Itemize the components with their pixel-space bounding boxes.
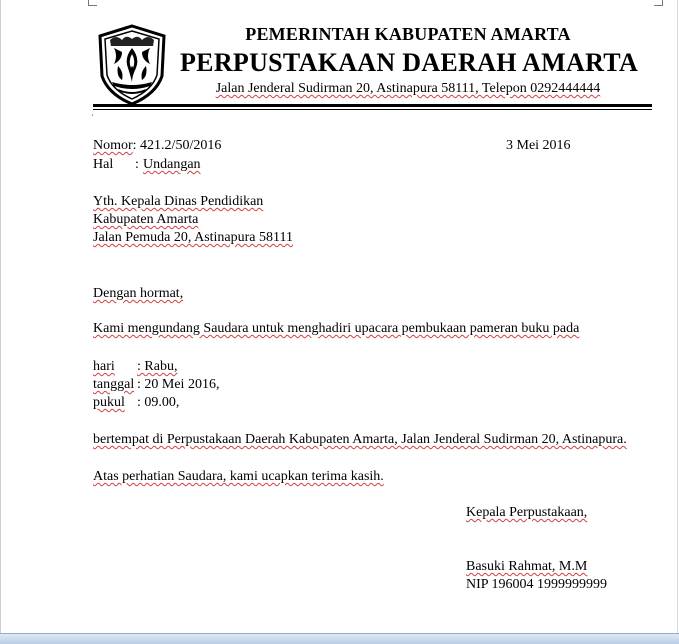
detail-value: : 20 Mei 2016,: [137, 377, 220, 392]
letterhead-address: Jalan Jenderal Sudirman 20, Astinapura 58111, Telepon 0292444444: [215, 81, 601, 96]
paragraph-mark: ,: [92, 111, 94, 117]
signature-nip: NIP 196004 1999999999: [466, 577, 608, 592]
margin-corner-mark-right: [654, 0, 663, 6]
letterhead-government-name: PEMERINTAH KABUPATEN AMARTA: [245, 24, 571, 44]
letter-number: [93, 137, 221, 155]
window-bottom-scrollbar[interactable]: [0, 633, 679, 644]
regional-emblem-icon: [96, 24, 168, 106]
recipient-line: Kabupaten Amarta: [93, 212, 199, 227]
signature-title: Kepala Perpustakaan,: [466, 505, 588, 520]
letter-number-value: : 421.2/50/2016: [132, 138, 222, 153]
recipient-line: Jalan Pemuda 20, Astinapura 58111: [93, 230, 293, 245]
letter-subject-value: Undangan: [143, 157, 201, 172]
letterhead-institution-name: PERPUSTAKAAN DAERAH AMARTA: [180, 48, 639, 77]
letterhead-rule-thin: [93, 109, 652, 110]
greeting: Dengan hormat,: [93, 286, 184, 301]
letter-date: 3 Mei 2016: [506, 138, 571, 153]
venue-text: bertempat di Perpustakaan Daerah Kabupaten Amarta, Jalan Jenderal Sudirman 20, Astinapura.: [93, 432, 627, 447]
detail-label: tanggal: [93, 377, 135, 392]
margin-corner-mark: [88, 0, 97, 6]
signature-name: Basuki Rahmat, M.M: [466, 559, 588, 574]
detail-value: : 09.00,: [137, 395, 180, 410]
letter-subject-label: Hal: [93, 157, 114, 172]
body-intro: Kami mengundang Saudara untuk menghadiri upacara pembukaan pameran buku pada: [93, 321, 580, 336]
closing-text: Atas perhatian Saudara, kami ucapkan terima kasih.: [93, 469, 384, 484]
detail-value: : Rabu,: [137, 359, 178, 374]
page-edge-right: [677, 0, 678, 633]
letter-number-label: Nomor: [93, 138, 133, 153]
recipient-line: Yth. Kepala Dinas Pendidikan: [93, 194, 264, 209]
letter-subject-separator: :: [135, 157, 139, 172]
detail-label: pukul: [93, 395, 125, 410]
letterhead-rule-thick: [93, 104, 652, 107]
page-edge: [0, 0, 1, 633]
detail-label: hari: [93, 359, 115, 374]
